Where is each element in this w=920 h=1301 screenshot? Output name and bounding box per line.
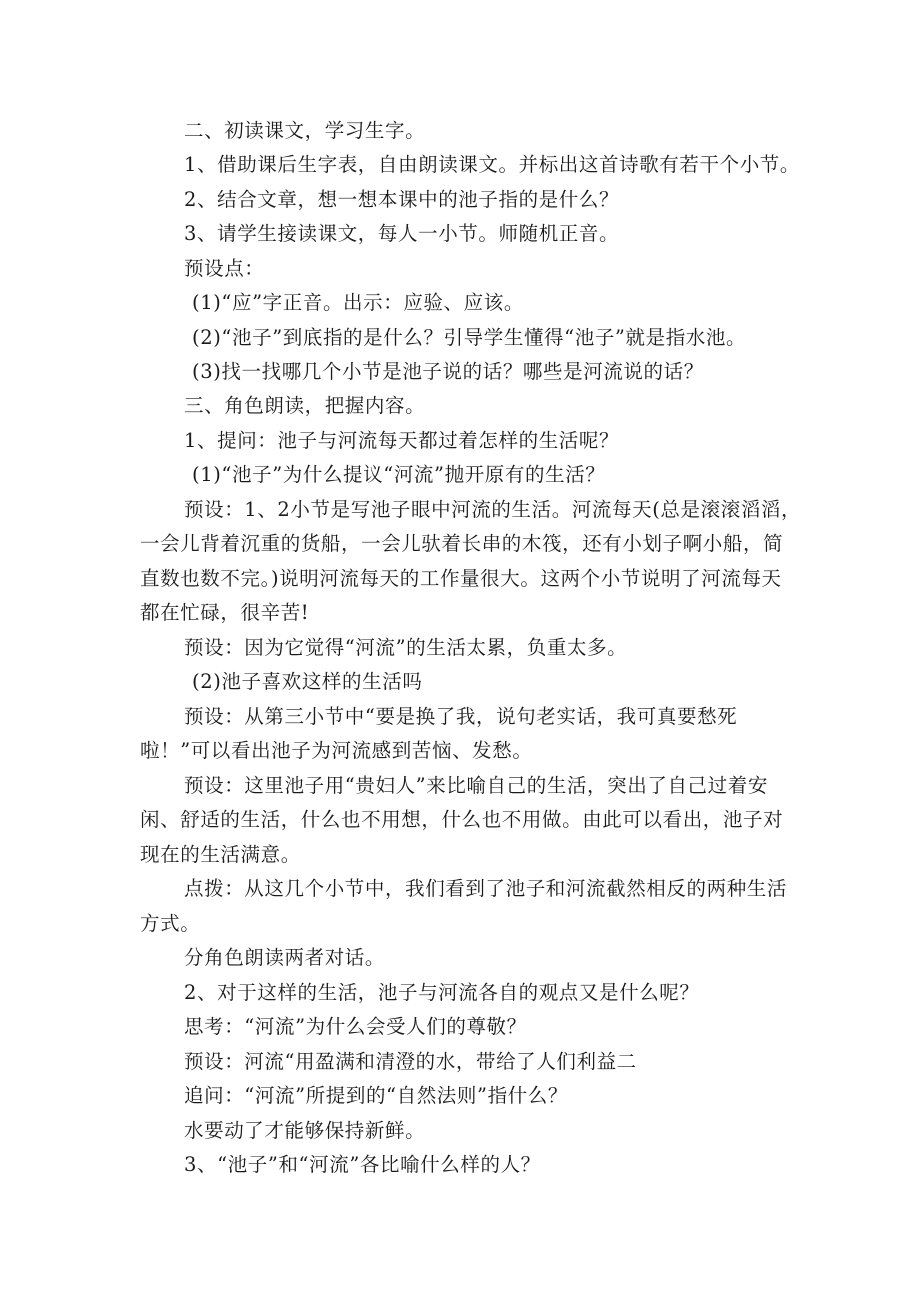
paragraph-line: 2、对于这样的生活，池子与河流各自的观点又是什么呢？	[184, 981, 700, 1004]
paragraph-line: 3、“池子”和“河流”各比喻什么样的人？	[184, 1153, 541, 1176]
paragraph-line: 追问：“河流”所提到的“自然法则”指什么？	[184, 1084, 568, 1107]
paragraph-line: 闲、舒适的生活，什么也不用想，什么也不用做。由此可以看出，池子对	[140, 808, 784, 831]
paragraph-line: 1、借助课后生字表，自由朗读课文。并标出这首诗歌有若干个小节。	[184, 153, 801, 176]
paragraph-line: 3、请学生接读课文，每人一小节。师随机正音。	[184, 222, 620, 245]
paragraph-line: 预设点：	[184, 257, 265, 280]
section-heading-2: 二、初读课文，学习生字。	[184, 119, 426, 142]
paragraph-line: 预设：1、2小节是写池子眼中河流的生活。河流每天(总是滚滚滔滔，	[184, 498, 802, 521]
paragraph-line: 2、结合文章，想一想本课中的池子指的是什么？	[184, 188, 620, 211]
paragraph-line: 预设：这里池子用“贵妇人”来比喻自己的生活，突出了自己过着安	[184, 774, 768, 797]
paragraph-line: (2)“池子”到底指的是什么？引导学生懂得“池子”就是指水池。	[192, 326, 747, 349]
paragraph-line: 直数也数不完。)说明河流每天的工作量很大。这两个小节说明了河流每天	[140, 567, 782, 590]
section-heading-3: 三、角色朗读，把握内容。	[184, 394, 426, 417]
paragraph-line: 1、提问：池子与河流每天都过着怎样的生活呢？	[184, 429, 620, 452]
paragraph-line: (1)“池子”为什么提议“河流”抛开原有的生活？	[192, 463, 606, 486]
paragraph-line: 预设：从第三小节中“要是换了我，说句老实话，我可真要愁死	[184, 705, 738, 728]
paragraph-line: 预设：因为它觉得“河流”的生活太累，负重太多。	[184, 636, 628, 659]
paragraph-line: 水要动了才能够保持新鲜。	[184, 1119, 426, 1142]
paragraph-line: 一会儿背着沉重的货船，一会儿驮着长串的木筏，还有小划子啊小船，简	[140, 532, 784, 555]
paragraph-line: 啦！”可以看出池子为河流感到苦恼、发愁。	[140, 739, 533, 762]
paragraph-line: 分角色朗读两者对话。	[184, 946, 386, 969]
paragraph-line: 预设：河流“用盈满和清澄的水，带给了人们利益二	[184, 1050, 637, 1073]
paragraph-line: 现在的生活满意。	[140, 843, 301, 866]
paragraph-line: 都在忙碌，很辛苦!	[140, 601, 310, 624]
paragraph-line: 点拨：从这几个小节中，我们看到了池子和河流截然相反的两种生活	[184, 877, 788, 900]
paragraph-line: (3)找一找哪几个小节是池子说的话？哪些是河流说的话？	[192, 360, 704, 383]
paragraph-line: 方式。	[140, 912, 201, 935]
paragraph-line: 思考：“河流”为什么会受人们的尊敬？	[184, 1015, 527, 1038]
paragraph-line: (2)池子喜欢这样的生活吗	[192, 670, 423, 693]
paragraph-line: (1)“应”字正音。出示：应验、应该。	[192, 291, 524, 314]
